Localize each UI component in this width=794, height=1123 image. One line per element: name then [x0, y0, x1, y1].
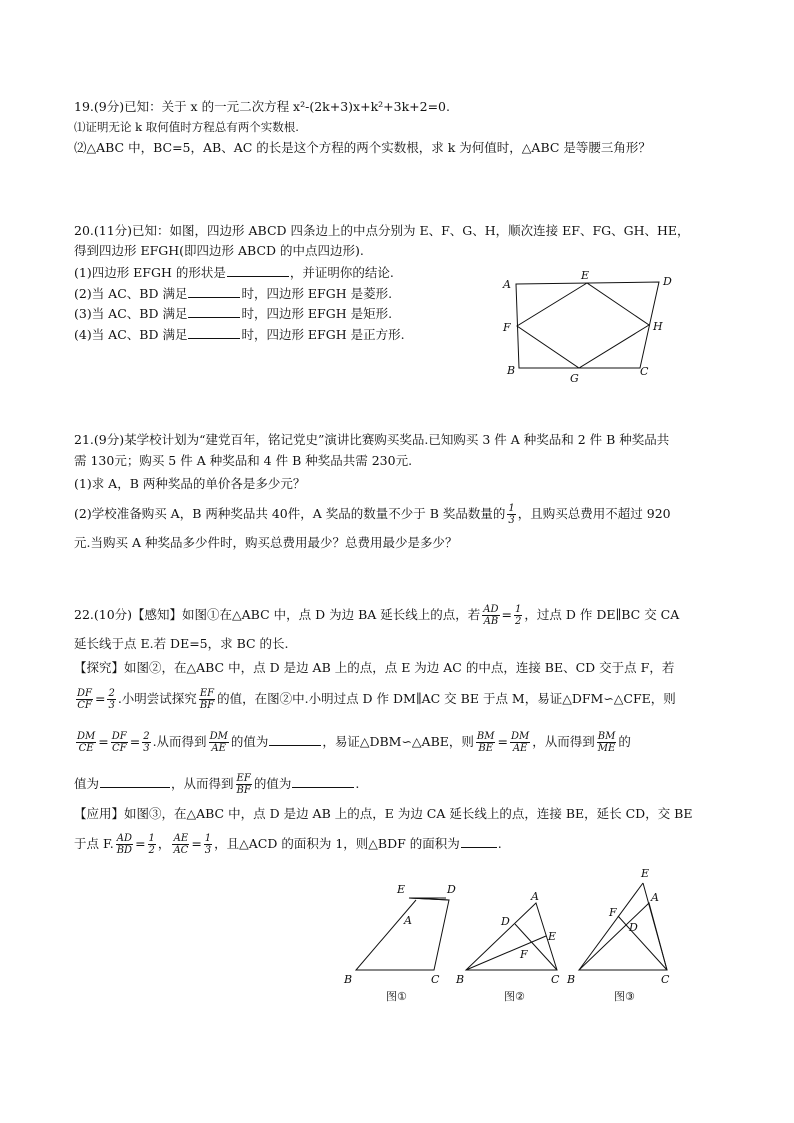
q20-p3-text-b: 时，四边形 EFGH 是矩形.: [241, 306, 393, 321]
q21-p2-text-b: ，且购买总费用不超过 920: [517, 506, 671, 521]
fraction: $\frac{BM}{BE}$: [476, 731, 495, 754]
equals-sign: =: [501, 607, 512, 622]
q20-p4-text-a: (4)当 AC、BD 满足: [74, 327, 188, 342]
caption-fig3: 图③: [614, 990, 635, 1003]
q22-text: 的值为: [230, 734, 269, 749]
q22-line7: 【应用】如图③，在△ABC 中，点 D 是边 AB 上的点，E 为边 CA 延长线上的点，连接 BE，延长 CD，交 BE: [74, 806, 693, 821]
q21-title-cont: 需 130元；购买 5 件 A 种奖品和 4 件 B 种奖品共需 230元.: [74, 453, 413, 468]
fig3-label-d: D: [629, 921, 638, 934]
fraction: $\frac{AD}{AB}$: [483, 604, 499, 627]
equals-sign: =: [135, 836, 146, 851]
q22-text: .从而得到: [152, 734, 207, 749]
q22-text: 的: [618, 734, 631, 749]
fraction: $\frac{1}{3}$: [508, 503, 515, 526]
caption-fig1: 图①: [386, 990, 407, 1003]
q22-text: 于点 F.: [74, 836, 114, 851]
q22-text: .: [355, 776, 360, 791]
fraction: $\frac{1}{3}$: [204, 833, 212, 856]
q22-text: ，过点 D 作 DE∥BC 交 CA: [524, 607, 680, 622]
q20-p3-text-a: (3)当 AC、BD 满足: [74, 306, 188, 321]
fig1-outline: [356, 898, 449, 970]
fig3-label-c: C: [661, 973, 670, 986]
q22-text: ，从而得到: [532, 734, 595, 749]
fig2-label-b: B: [456, 973, 465, 986]
q21-part1: (1)求 A，B 两种奖品的单价各是多少元？: [74, 476, 306, 491]
label-a: A: [503, 278, 511, 291]
fraction: $\frac{2}{3}$: [143, 731, 150, 754]
fraction: $\frac{AD}{BD}$: [116, 833, 133, 856]
label-f: F: [503, 321, 511, 334]
q22-text: .小明尝试探究: [117, 691, 197, 706]
fraction: $\frac{DM}{CE}$: [77, 731, 96, 754]
fig2-label-c: C: [551, 973, 560, 986]
fraction: $\frac{DF}{CF}$: [111, 731, 127, 754]
q22-line2: 延长线于点 E.若 DE=5，求 BC 的长.: [74, 636, 289, 651]
fraction: $\frac{DM}{AE}$: [209, 731, 228, 754]
fraction: $\frac{BM}{ME}$: [597, 731, 616, 754]
fig3-triangle: [579, 903, 667, 970]
q22-text: .: [497, 836, 502, 851]
equals-sign: =: [129, 734, 141, 749]
figure-1: [343, 883, 456, 1003]
fig3-label-b: B: [567, 973, 576, 986]
q22-text: 的值，在图②中.小明过点 D 作 DM∥AC 交 BE 于点 M，易证△DFM∽△CFE，则: [217, 691, 676, 706]
equals-sign: =: [497, 734, 508, 749]
q22-text: ，易证△DBM∽△ABE，则: [322, 734, 474, 749]
fig2-label-d: D: [501, 915, 510, 928]
fraction: $\frac{1}{2}$: [148, 833, 155, 856]
q20-p2-text-b: 时，四边形 EFGH 是菱形.: [241, 286, 393, 301]
figure-2: [455, 890, 560, 1003]
fig3-label-e: E: [641, 867, 650, 880]
q22-text: ，: [157, 836, 171, 851]
equals-sign: =: [191, 836, 202, 851]
fraction: $\frac{AE}{AC}$: [173, 833, 189, 856]
q20-title: 20.(11分)已知：如图，四边形 ABCD 四条边上的中点分别为 E、F、G、H，顺次连接 EF、FG、GH、HE，: [74, 223, 690, 238]
q20-p1-text-b: ，并证明你的结论.: [289, 265, 394, 280]
fig1-label-c: C: [431, 973, 440, 986]
label-b: B: [507, 364, 516, 377]
q22-line3: 【探究】如图②，在△ABC 中，点 D 是边 AB 上的点，点 E 为边 AC 的中点，连接 BE、CD 交于点 F，若: [74, 660, 675, 675]
q20-title-cont: 得到四边形 EFGH(即四边形 ABCD 的中点四边形).: [74, 243, 364, 258]
q19-title: 19.(9分)已知：关于 x 的一元二次方程 x²-(2k+3)x+k²+3k+2=0.: [74, 99, 450, 114]
fraction: $\frac{2}{3}$: [108, 688, 115, 711]
label-h: H: [653, 320, 663, 333]
q22-text: 22.(10分)【感知】如图①在△ABC 中，点 D 为边 BA 延长线上的点，若: [74, 607, 481, 622]
fraction: $\frac{1}{2}$: [515, 604, 522, 627]
q21-p2-text-a: (2)学校准备购买 A，B 两种奖品共 40件，A 奖品的数量不少于 B 奖品数量的: [74, 506, 506, 521]
fig3-label-f: F: [609, 906, 617, 919]
q21-title: 21.(9分)某学校计划为“建党百年，铭记党史”演讲比赛购买奖品.已知购买 3 件 A 种奖品和 2 件 B 种奖品共: [74, 432, 670, 447]
fig1-label-b: B: [344, 973, 353, 986]
fig1-label-d: D: [447, 883, 456, 896]
fig1-label-a: A: [404, 914, 412, 927]
fraction: $\frac{DM}{AE}$: [510, 731, 530, 754]
fraction: $\frac{EF}{BF}$: [199, 688, 215, 711]
equals-sign: =: [94, 691, 106, 706]
label-c: C: [640, 365, 649, 378]
fig2-label-e: E: [548, 930, 557, 943]
fraction: $\frac{DF}{CF}$: [77, 688, 92, 711]
q20-p2-text-a: (2)当 AC、BD 满足: [74, 286, 188, 301]
fig1-label-e: E: [397, 883, 406, 896]
equals-sign: =: [98, 734, 109, 749]
fig2-line-be: [466, 936, 546, 970]
label-d: D: [663, 275, 672, 288]
q20-p4-text-b: 时，四边形 EFGH 是正方形.: [241, 327, 405, 342]
figure-3: [566, 867, 670, 1003]
fig2-label-a: A: [531, 890, 539, 903]
q20-p1-text-a: (1)四边形 EFGH 的形状是: [74, 265, 226, 280]
label-e: E: [581, 269, 590, 282]
q22-text: ，从而得到: [171, 776, 234, 791]
label-g: G: [570, 372, 579, 385]
q21-part2-cont: 元.当购买 A 种奖品多少件时，购买总费用最少？总费用最少是多少？: [74, 535, 458, 550]
q22-text: 值为: [74, 776, 100, 791]
fig2-triangle: [466, 903, 557, 970]
q22-text: 的值为: [253, 776, 292, 791]
fig3-label-a: A: [651, 891, 659, 904]
caption-fig2: 图②: [504, 990, 525, 1003]
fraction: $\frac{EF}{BF}$: [236, 773, 251, 796]
q19-part2: ⑵△ABC 中，BC=5，AB、AC 的长是这个方程的两个实数根，求 k 为何值时，△ABC 是等腰三角形？: [74, 140, 651, 155]
q22-text: ，且△ACD 的面积为 1，则△BDF 的面积为: [214, 836, 460, 851]
fig2-label-f: F: [520, 948, 528, 961]
q19-part1: ⑴证明无论 k 取何值时方程总有两个实数根.: [74, 120, 299, 134]
